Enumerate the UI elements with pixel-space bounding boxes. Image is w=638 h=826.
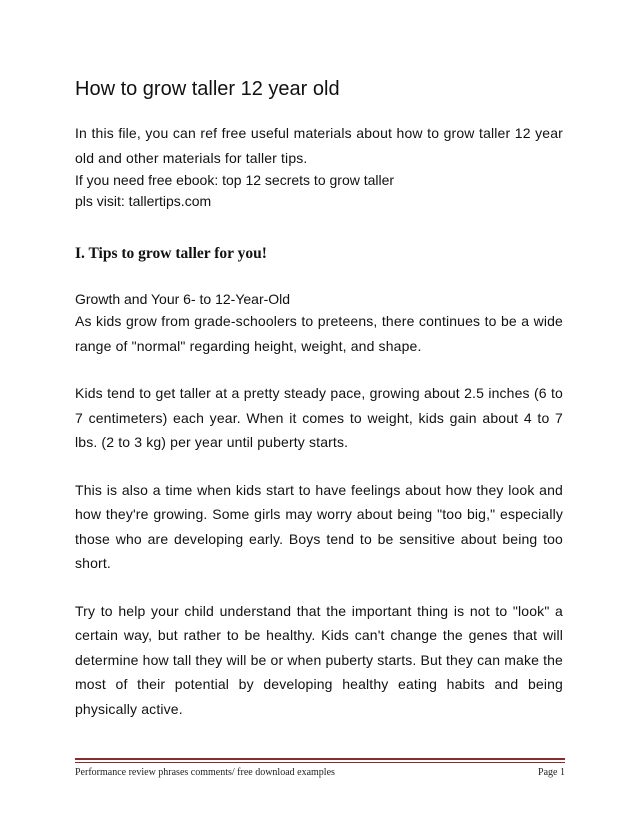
footer-left-text: Performance review phrases comments/ free download examples [75,767,335,778]
page-content [75,78,563,721]
intro-line-1: In this file, you can ref free useful materials about how to grow taller 12 year old and other materials for taller tips. [75,125,563,166]
paragraph-1: As kids grow from grade-schoolers to preteens, there continues to be a wide range of "normal" regarding height, weight, and shape. [75,313,563,354]
intro-line-3: pls visit: tallertips.com [75,192,212,209]
paragraph-4: Try to help your child understand that the important thing is not to "look" a certain way, but rather to be healthy. Kids can't change the genes that will determine how tall they will be or when puberty starts. But they can make the most of their potential by developing healthy eating habits and being physically active. [75,602,563,717]
footer-rule-thin [75,762,565,763]
paragraph-2: Kids tend to get taller at a pretty steady pace, growing about 2.5 inches (6 to 7 centimeters) each year. When it comes to weight, kids gain about 4 to 7 lbs. (2 to 3 kg) per year until puberty starts. [75,385,563,450]
page-title: How to grow taller 12 year old [75,78,340,100]
footer-rule [75,758,565,760]
page-number: Page 1 [538,767,565,778]
paragraph-3: This is also a time when kids start to have feelings about how they look and how they're growing. Some girls may worry about being "too big," especially those who are developing early. Boys tend to be sensitive about being too short. [75,481,563,571]
page-footer [75,767,565,778]
section-heading: I. Tips to grow taller for you! [75,245,267,262]
subheading: Growth and Your 6- to 12-Year-Old [75,291,291,307]
intro-block [75,121,563,211]
intro-line-2: If you need free ebook: top 12 secrets to grow taller [75,172,395,188]
